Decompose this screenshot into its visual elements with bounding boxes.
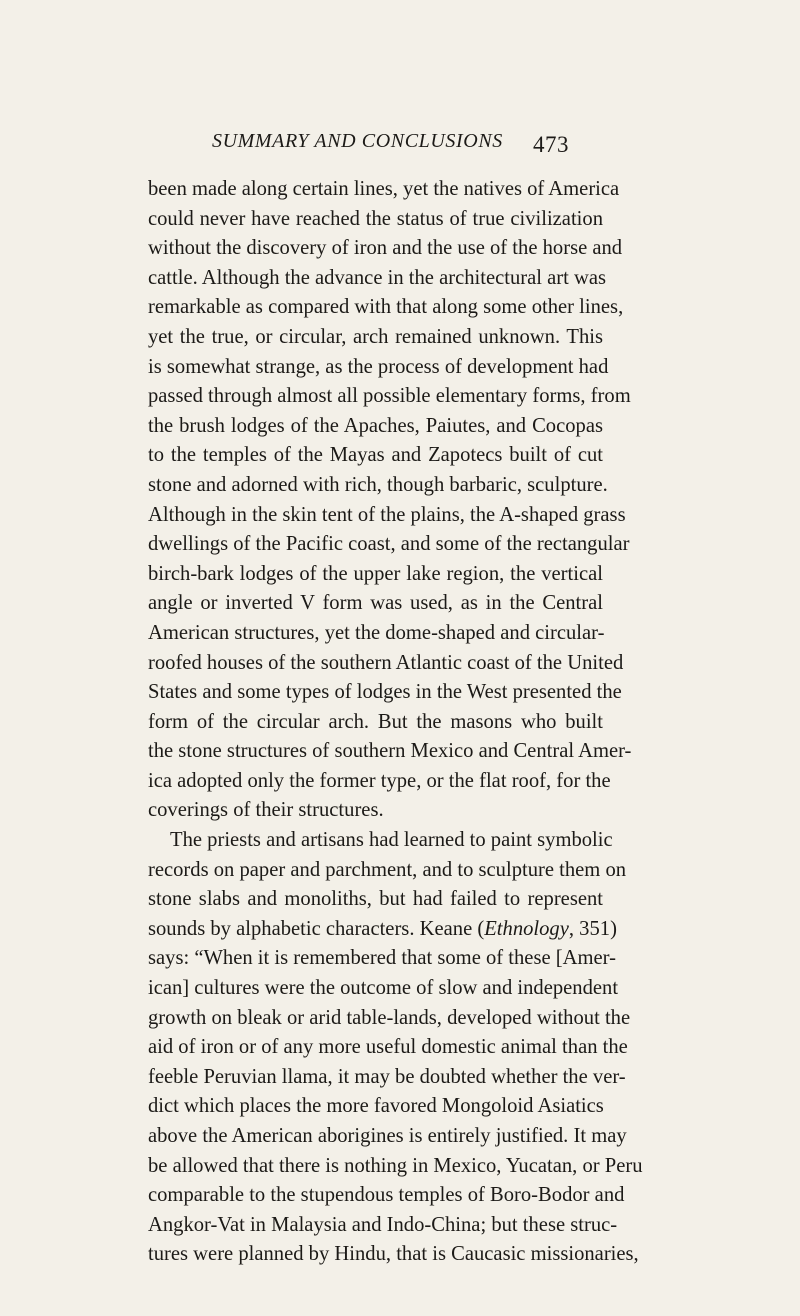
text-line: says: “When it is remembered that some of these [Amer-	[148, 947, 616, 970]
text-line: ica adopted only the former type, or the flat roof, for the	[148, 769, 611, 792]
text-line: records on paper and parchment, and to sculpture them on	[148, 858, 627, 881]
text-line: be allowed that there is nothing in Mexico, Yucatan, or Peru	[148, 1154, 643, 1177]
text-line: ican] cultures were the outcome of slow and independent	[148, 977, 619, 1000]
text-line: could never have reached the status of true civilization	[148, 207, 603, 230]
text-line: American structures, yet the dome-shaped and circular-	[148, 621, 605, 644]
text-segment: sounds by alphabetic characters. Keane (	[148, 917, 485, 940]
text-line: dwellings of the Pacific coast, and some of the rectangular	[148, 533, 630, 556]
text-line: remarkable as compared with that along some other lines,	[148, 296, 624, 319]
text-line: growth on bleak or arid table-lands, developed without the	[148, 1006, 631, 1029]
text-line: States and some types of lodges in the West presented the	[148, 681, 622, 704]
text-line: dict which places the more favored Mongoloid Asiatics	[148, 1095, 604, 1118]
text-line: feeble Peruvian llama, it may be doubted whether the ver-	[148, 1065, 626, 1088]
text-line: to the temples of the Mayas and Zapotecs built of cut	[148, 444, 603, 467]
text-line: the brush lodges of the Apaches, Paiutes, and Cocopas	[148, 414, 603, 437]
text-line: birch-bark lodges of the upper lake region, the vertical	[148, 562, 603, 585]
text-line-with-citation	[148, 915, 617, 945]
text-line: the stone structures of southern Mexico and Central Amer-	[148, 740, 632, 763]
text-line: cattle. Although the advance in the architectural art was	[148, 266, 607, 289]
text-line: The priests and artisans had learned to paint symbolic	[170, 829, 613, 852]
text-line: been made along certain lines, yet the natives of America	[148, 178, 620, 200]
text-line: aid of iron or of any more useful domestic animal than the	[148, 1036, 628, 1059]
body-text	[148, 175, 643, 1270]
citation-work: Ethnology	[484, 917, 569, 940]
text-line: Although in the skin tent of the plains, the A-shaped grass	[148, 503, 626, 526]
text-line: tures were planned by Hindu, that is Caucasic missionaries,	[148, 1243, 639, 1266]
text-line: passed through almost all possible elementary forms, from	[148, 385, 631, 408]
page-number: 473	[533, 132, 569, 157]
text-line: yet the true, or circular, arch remained unknown. This	[148, 325, 603, 348]
citation-page: , 351)	[568, 917, 617, 940]
text-line: form of the circular arch. But the masons who built	[148, 710, 603, 733]
running-title: SUMMARY AND CONCLUSIONS	[212, 130, 503, 152]
text-line: coverings of their structures.	[148, 799, 384, 822]
text-line: comparable to the stupendous temples of Boro-Bodor and	[148, 1184, 625, 1207]
text-line: stone and adorned with rich, though barbaric, sculpture.	[148, 473, 608, 496]
text-line: Angkor-Vat in Malaysia and Indo-China; but these struc-	[148, 1213, 618, 1236]
text-line: roofed houses of the southern Atlantic coast of the United	[148, 651, 624, 674]
text-line: is somewhat strange, as the process of development had	[148, 355, 609, 378]
text-line: above the American aborigines is entirely justified. It may	[148, 1125, 627, 1147]
text-line: angle or inverted V form was used, as in the Central	[148, 592, 603, 615]
text-line: without the discovery of iron and the use of the horse and	[148, 237, 623, 260]
text-line: stone slabs and monoliths, but had failed to represent	[148, 888, 603, 911]
